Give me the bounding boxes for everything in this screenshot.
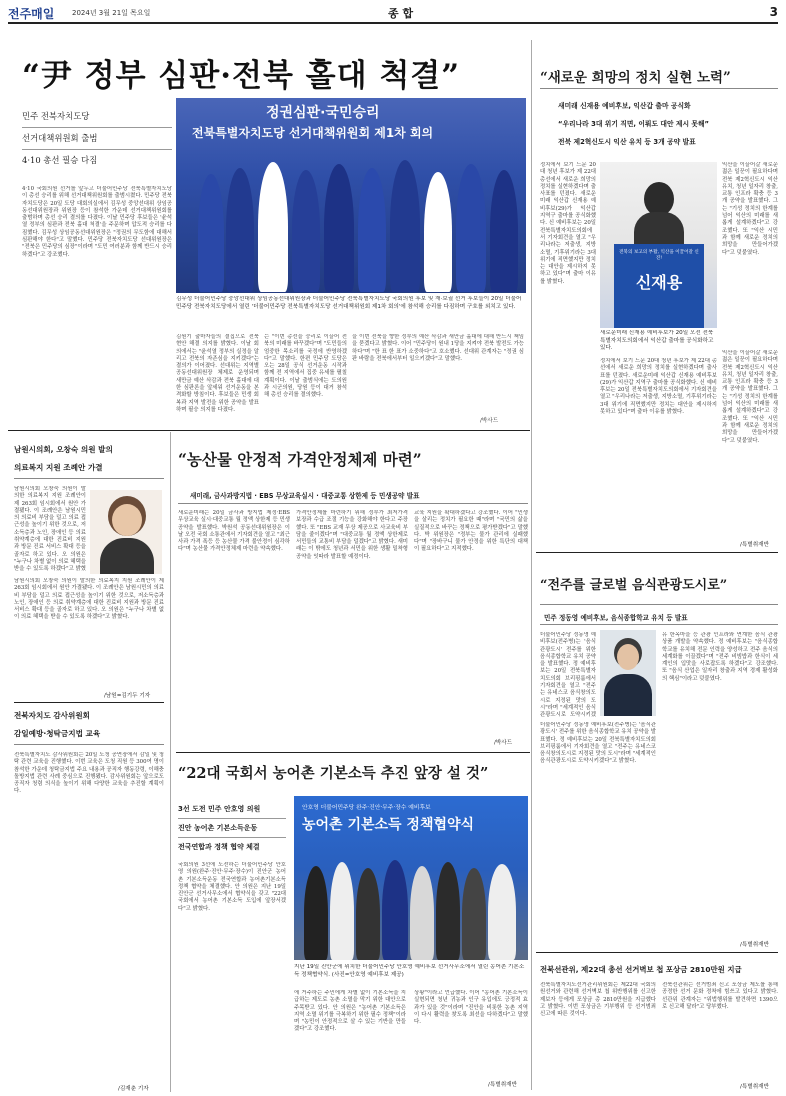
right-mid-bottom-rule [536, 952, 778, 953]
right-top-sub-2: “우리나라 3대 위기 직면, 이뤄도 대안 제시 못해” [558, 120, 709, 128]
left-brief1-photo [90, 490, 162, 574]
right-mid-col-1b: 더불어민주당 정동영 예비후보(전주병)는 '음식관광도시' 전주를 위한 음식종합학교 유치 공약을 발표했다. 정 예비후보는 20일 전북특별자치도의회 브리핑룸에서 기자회견을 열고 "전주는 유네스코 음식창의도시로 지정된 맛의 도시"라며 "세계적인 음식관광도시로 도약시키겠다"고 밝혔다. [540, 722, 656, 765]
right-top-headline: “새로운 희망의 정치 실현 노력” [540, 70, 731, 86]
mid1-headline: “농산물 안정적 가격안정체제 마련” [178, 450, 422, 469]
lead-col-4: 을 이번 전북을 향한 정부의 예산 삭감과 새만금 홀대에 대해 반드시 책임을 묻겠다고 밝혔다. 이어 "민주당이 원내 1당을 지켜야 전북 발전도 가능하다"며 "한 표 한 표가 소중하다"고 호소했다. 선대위 관계자는 "정권 심판 바람을 전북에서부터 일으키겠다"고 말했다. [352, 334, 524, 362]
right-mid-col-1a: 더불어민주당 정동영 예비후보(전주병)는 '음식관광도시' 전주를 위한 음식종합학교 유치 공약을 발표했다. 정 예비후보는 20일 전북특별자치도의회 브리핑룸에서 기자회견을 열고 "전주는 유네스코 음식창의도시로 지정된 맛의 도시"라며 "세계적인 음식관광도시로 도약시키겠 [540, 632, 596, 718]
mid2-col-1: 국회의원 3선에 도전하는 더불어민주당 안호영 의원(완주·진안·무주·장수)이 진안군 농어촌 기본소득운동 전국연합과 농어촌기본소득 정책 협약을 체결했다. 안 의원은 지난 19일 진안군 선거사무소에서 협약식을 갖고 "22대 국회에서 농어촌 기본소득 도입에 앞장서겠다"고 밝혔다. [178, 862, 286, 912]
mid2-sub-2: 진안 농어촌 기본소득운동 [178, 819, 286, 838]
right-bottom-col-2: 전북선관위는 선거범죄 신고 포상금 제도를 통해 공정한 선거 문화 정착에 힘쓰고 있다고 밝혔다. 선관위 관계자는 "위법행위를 발견하면 1390으로 신고해 달라"고 당부했다. [662, 982, 778, 1010]
lead-sub-3: 4·10 총선 필승 다짐 [22, 155, 98, 165]
lead-photo-banner-main: 전북특별자치도당 선거대책위원회 제1차 회의 [192, 126, 434, 140]
left-brief1-title-1: 남원시의회, 오창숙 의원 발의 [14, 445, 113, 454]
lead-subheads [22, 106, 172, 171]
mid2-photo-banner-main: 농어촌 기본소득 정책협약식 [302, 817, 475, 833]
podium-sign-small: 전북의 보고의 부활, 익산을 이끌어갈 신진! [619, 250, 699, 261]
left-brief1-rule [14, 478, 164, 479]
lead-sub-1: 민주 전북자치도당 [22, 106, 172, 128]
mid1-col-3: 교육 지원을 확대하겠다고 강조했다. 이어 "민생을 살리는 정치가 필요한 때"라며 "국민의 삶을 실질적으로 바꾸는 정책으로 평가받겠다"고 말했다. 박 위원장은 "정부는 물가 관리에 실패했다"며 "장바구니 물가 안정을 위한 특단의 대책이 필요하다"고 지적했다. [414, 510, 528, 553]
left-brief1-byline: /남원=김기두 기자 [104, 693, 151, 699]
left-column-rule [170, 432, 171, 1092]
section-name: 종 합 [388, 7, 414, 20]
lead-col-3: 는 "이번 총선을 승리로 이끌어 전북의 미래를 바꾸겠다"며 "도민들의 엄중한 목소리를 국정에 반영하겠다"고 말했다. 한편 민주당 도당은 오는 28일 공식 선거운동 시작과 함께 전 지역에서 집중 유세를 펼칠 계획이다. 이날 출범식에는 도의원과 시군의원, 당원 등이 대거 참석해 총선 승리를 결의했다. [264, 334, 347, 399]
lead-byline: /박사드 [480, 418, 499, 424]
mid2-col-2: 에 거주하는 주민에게 차별 없이 기본소득을 지급하는 제도로 농촌 소멸을 막기 위한 대안으로 주목받고 있다. 안 의원은 "농어촌 기본소득은 지역 소멸 위기를 극복하기 위한 필수 정책"이라며 "농민이 안정적으로 살 수 있는 기반을 만들겠다"고 강조했다. [294, 990, 406, 1033]
lead-headline: “尹 정부 심판·전북 홀대 척결” [22, 58, 461, 94]
lead-bottom-rule [8, 430, 530, 431]
right-top-rule [540, 88, 778, 89]
mid2-subheads [178, 800, 286, 856]
mid1-sub: 새미래, 금사과방지법 · EBS 무상교육실시 · 대중교통 상한제 등 민생공약 발표 [190, 492, 420, 500]
masthead-rule [8, 22, 778, 24]
podium [614, 244, 704, 328]
right-bottom-byline: /특별취재반 [740, 1084, 769, 1090]
podium-sign-name: 신재용 [635, 273, 683, 292]
right-mid-sub-rule [540, 624, 778, 625]
right-top-col-1: 정치에서 보기 드문 20대 청년 후보가 제 22대 총선에서 새로운 희망의 정치를 실현하겠다며 출사표를 던졌다. 새로운미래 익산갑 신재용 예비후보(29)가 익산갑 지역구 출마를 공식화했다. 신 예비후보는 20일 전북특별자치도의회에서 기자회견을 열고 "우리나라는 저출생, 지방소멸, 기후위기라는 3대 위기에 직면했지만 정치는 대안을 제시하지 못하고 있다"며 출마 이유를 밝혔다. [540, 162, 596, 285]
mid2-sub-3: 전국연합과 정책 협약 체결 [178, 843, 260, 851]
right-top-photo [600, 162, 717, 328]
right-bottom-headline: 전북선관위, 제22대 총선 선거벽보 첩 포상금 2810만원 지급 [540, 965, 742, 974]
left-brief2-title-2: 감일예방·청탁금지법 교육 [14, 729, 101, 738]
mid2-byline: /특별취재반 [488, 1082, 517, 1088]
left-brief2-title-1: 전북자치도 감사위원회 [14, 711, 90, 720]
left-brief1-bottom-rule [14, 702, 164, 703]
mid2-photo-caption: 지난 19일 진안군에 위치한 더불어민주당 안호영 예비후보 선거사무소에서 열린 농어촌 기본소득 정책협약식. (사진=안호영 예비후보 제공) [294, 964, 525, 978]
mid2-photo-banner-top: 안호영 더불어민주당 완주·진안·무주·장수 예비후보 [302, 805, 431, 811]
lead-col-1: 4·10 국회의원 선거를 앞두고 더불어민주당 전북특별자치도당이 총선 승리를 위해 선거대책위원회를 출범시켰다. 민주당 전북자치도당은 20일 도당 대회의실에서 김무성 중앙선대위 상임공동선대위원장과 위원장 등이 참석한 가운데 선거대책위원회를 출범하며 총선 승리 결의를 다졌다. 이날 민주당 후보들은 '윤석열 정부의 심판과 전북 홀대 척결'을 주문하며 압도적 승리를 다짐했다. 김무성 상임공동선대위원장은 "정권의 무도함에 대해서 심판해야 한다"고 말했다. 민주당 전북자치도당 선대위원장은 "전북은 민주당의 심장"이라며 "도민 여러분과 함께 반드시 승리하겠다"고 강조했다. [22, 186, 172, 258]
mid1-col-2: 가격안정제를 마련하기 위해 정부가 최저가격 보장과 수급 조절 기능을 강화해야 한다고 주장했다. 또 "EBS 교재 무상 제공으로 사교육비 부담을 줄이겠다"며 "대중교통 월 정액 상한제로 서민들의 교통비 부담을 덜겠다"고 밝혔다. 새미래는 이 밖에도 청년과 서민을 위한 생활 밀착형 공약을 잇따라 발표할 예정이다. [296, 510, 408, 560]
mid1-byline: /박사드 [494, 740, 513, 746]
right-top-col-3: 정치에서 보기 드문 20대 청년 후보가 제 22대 총선에서 새로운 희망의 정치를 실현하겠다며 출사표를 던졌다. 새로운미래 익산갑 신재용 예비후보(29)가 익산갑 지역구 출마를 공식화했다. 신 예비후보는 20일 전북특별자치도의회에서 기자회견을 열고 "우리나라는 저출생, 지방소멸, 기후위기라는 3대 위기에 직면했지만 정치는 대안을 제시하지 못하고 있다"며 출마 이유를 밝혔다. [600, 358, 717, 416]
left-brief1-body-b: 남원시의회 오창숙 의원이 발의한 의료복지 지원 조례안이 제 263회 임시회에서 원안 가결됐다. 이 조례안은 남원시민의 의료비 부담을 덜고 의료 접근성을 높이기 위한 것으로, 저소득층과 노인, 장애인 등 의료 취약계층에 대한 진료비 지원과 방문 진료 서비스 확대 등을 골자로 하고 있다. 오 의원은 "누구나 차별 없이 의료 혜택을 받을 수 있도록 하겠다"고 밝혔다. [14, 578, 164, 621]
left-brief2-rule [14, 744, 164, 745]
masthead [8, 5, 778, 21]
right-mid-photo [600, 630, 656, 716]
left-brief2-body: 전북특별자치도 감사위원회는 20일 도청 공연장에서 감일 및 청탁 관련 교육을 진행했다. 이번 교육은 도청 직원 등 300여 명이 참석한 가운데 청탁금지법 주요 내용과 공직자 행동강령, 이해충돌방지법 관련 사례 중심으로 진행됐다. 감사위원회는 앞으로도 공직자 청렴 의식을 높이기 위해 다양한 교육을 추진할 계획이다. [14, 752, 164, 795]
right-mid-sub: 민주 정동영 예비후보, 음식종합학교 유치 등 발표 [544, 614, 688, 622]
lead-col-2: 김원기 출마자들의 결집으로 전북 현안 해결 의지를 밝혔다. 이날 회의에서는 "윤석열 정부의 실정을 알리고 전북의 자존심을 지키겠다"는 결의가 이어졌다. 선대위는 지역별 공동선대위원장 체제로 운영되며 새만금 예산 삭감과 전북 홀대에 대한 심판론을 앞세워 선거운동을 본격화할 방침이다. 후보들은 민생 회복과 지역 발전을 위한 공약을 발표하며 필승 의지를 다졌다. [176, 334, 259, 413]
right-mid-rule [540, 604, 778, 605]
right-mid-headline: “전주를 글로벌 음식관광도시로” [540, 578, 728, 593]
mid1-sub-rule [178, 503, 528, 504]
lead-photo-caption: 김무성 더불어민주당 중앙선대위 상임공동선대위원장과 더불어민주당 전북특별자치도당 국회의원 후보 및 재·보궐 선거 후보들이 20일 더불어민주당 전북자치도당에서 열린 '더불어민주당 전북특별자치도당 선거대책위원회 제1차 회의'에 참석해 승리를 다짐하며 구호를 외치고 있다. [176, 296, 522, 310]
mid1-bottom-rule [176, 752, 530, 753]
right-top-photo-caption: 새로운미래 신재용 예비후보가 20일 오전 전북특별자치도의회에서 익산갑 출마를 공식화하고 있다. [600, 330, 714, 352]
vertical-rule [531, 40, 532, 1090]
lead-sub-2: 선거대책위원회 출범 [22, 128, 172, 150]
mid1-col-1: 새로운미래는 20일 금사과 방지법 제정·EBS 무상교육 실시·대중교통 월 정액 상한제 등 민생 공약을 발표했다. 박원석 공동선대위원장은 이날 오전 국회 소통관에서 기자회견을 열고 "최근 사과 가격 폭등 등 농산물 가격 불안정이 심각하다"며 농산물 가격안정체제 마련을 약속했다. [178, 510, 290, 553]
right-top-col-2: 익산을 이끌어갈 새로운 젊은 일꾼이 필요하다며 전북 제2혁신도시 익산 유치, 청년 일자리 창출, 교통 인프라 확충 등 3개 공약을 발표했다. 그는 "기성 정치의 한계를 넘어 익산의 미래를 새롭게 설계하겠다"고 강조했다. 또 "익산 시민과 함께 새로운 정치의 희망을 만들어가겠다"고 덧붙였다. [722, 162, 778, 256]
mid2-sub-1: 3선 도전 민주 안호영 의원 [178, 800, 286, 819]
lead-photo-banner-top: 정권심판·국민승리 [266, 105, 380, 121]
right-top-byline: /특별취재반 [740, 542, 769, 548]
mid2-col-3: 상황"이라고 언급했다. 이어 "농어촌 기본소득이 실현되면 청년 귀농과 인구 유입에도 긍정적 효과가 있을 것"이라며 "진안을 비롯한 농촌 지역이 다시 활력을 찾도록 최선을 다하겠다"고 말했다. [414, 990, 528, 1026]
lead-photo [176, 98, 526, 293]
left-brief2-byline: /김재춘 기자 [118, 1086, 149, 1092]
right-mid-byline: /특별취재반 [740, 942, 769, 948]
left-brief1-body-a: 남원시의회 오창숙 의원이 발의한 의료복지 지원 조례안이 제 263회 임시회에서 원안 가결됐다. 이 조례안은 남원시민의 의료비 부담을 덜고 의료 접근성을 높이기 위한 것으로, 저소득층과 노인, 장애인 등 의료 취약계층에 대한 진료비 지원과 방문 진료 서비스 확대 등을 골자로 하고 있다. 오 의원은 "누구나 차별 없이 의료 혜택을 받을 수 있도록 하겠다"고 밝혔 [14, 486, 86, 572]
mid2-headline: “22대 국회서 농어촌 기본소득 추진 앞장 설 것” [178, 765, 489, 782]
left-brief1-title-2: 의료복지 지원 조례안 가결 [14, 463, 103, 472]
page-number: 3 [769, 5, 778, 19]
right-mid-col-2: 유 한옥마을 등 관광 인프라와 연계한 음식 관광 상품 개발을 약속했다. 정 예비후보는 "음식종합학교를 유치해 전문 인력을 양성하고 전주 음식의 세계화를 이끌겠다"며 "전주 비빔밥과 한식이 세계인의 입맛을 사로잡도록 하겠다"고 강조했다. 또 "음식 산업은 일자리 창출과 지역 경제 활성화의 핵심"이라고 덧붙였다. [662, 632, 778, 682]
right-top-sub-3: 전북 제2혁신도시 익산 유치 등 3개 공약 발표 [558, 138, 696, 146]
right-top-bottom-rule [536, 552, 778, 553]
paper-name: 전주매일 [8, 7, 55, 21]
mid2-photo [294, 796, 528, 960]
right-bottom-col-1: 전북특별자치도선거관리위원회는 제22대 국회의원선거와 관련해 선거벽보 첩 위반행위를 신고한 제보자 등에게 포상금 총 2810만원을 지급했다고 밝혔다. 이번 포상금은 기부행위 등 선거범죄 신고에 따른 것이다. [540, 982, 656, 1018]
issue-date: 2024년 3월 21일 목요일 [72, 9, 151, 17]
right-top-col-4: 익산을 이끌어갈 새로운 젊은 일꾼이 필요하다며 전북 제2혁신도시 익산 유치, 청년 일자리 창출, 교통 인프라 확충 등 3개 공약을 발표했다. 그는 "기성 정치의 한계를 넘어 익산의 미래를 새롭게 설계하겠다"고 강조했다. 또 "익산 시민과 함께 새로운 정치의 희망을 만들어가겠다"고 덧붙였다. [722, 350, 778, 444]
right-top-sub-1: 새미래 신재용 예비후보, 익산갑 출마 공식화 [558, 102, 691, 110]
